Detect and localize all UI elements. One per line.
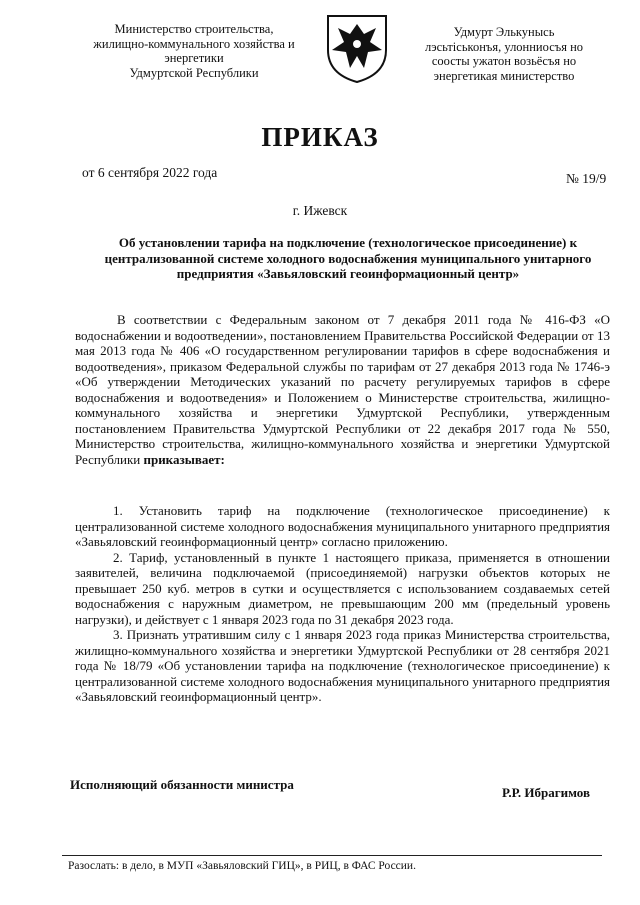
order-items: [75, 503, 610, 705]
document-city: г. Ижевск: [292, 203, 348, 218]
document-title: ПРИКАЗ: [261, 122, 379, 152]
preamble-text: В соответствии с Федеральным законом от 7 декабря 2011 года № 416-ФЗ «О водоснабжении и водоотведении», постановлением Правительства Российской Федерации от 13 мая 2013 года № 406 «О государственном регулировании тарифов в сфере водоснабжения и водоотведения», приказом Федеральной службы по тарифам от 27 декабря 2013 года № 1746-э «Об утверждении Методических указаний по расчету регулируемых тарифов в сфере водоснабжения и водоотведения» и Положением о Министерстве строительства, жилищно-коммунального хозяйства и энергетики Удмуртской Республики, утвержденным постановлением Правительства Удмуртской Республики от 22 декабря 2017 года № 550, Министерство строительства, жилищно-коммунального хозяйства и энергетики Удмуртской Республики: [75, 312, 610, 467]
header-right-line: энергетикая министерство: [433, 68, 575, 83]
signer-title: Исполняющий обязанности министра: [70, 777, 294, 792]
distribution-list: Разослать: в дело, в МУП «Завьяловский ГИЦ», в РИЦ, в ФАС России.: [68, 860, 416, 872]
header-right-line: Удмурт Элькунысь: [453, 25, 555, 39]
coat-of-arms-emblem-icon: [320, 10, 394, 86]
ministry-name-udmurt: [388, 25, 620, 83]
ministry-name-russian: [60, 22, 328, 80]
header-left-line: энергетики: [164, 51, 224, 65]
footer-divider: [62, 855, 602, 856]
signer-name: Р.Р. Ибрагимов: [502, 785, 590, 800]
document-number: № 19/9: [566, 171, 607, 186]
order-item: 3. Признать утратившим силу с 1 января 2023 года приказ Министерства строительства, жилищно-коммунального хозяйства и энергетики Удмуртской Республики от 28 сентября 2021 года № 18/79 «Об установлении тарифа на подключение (технологическое присоединение) к централизованной системе холодного водоснабжения муниципального унитарного предприятия «Завьяловский геоинформационный центр».: [75, 627, 610, 704]
preamble-order-word: приказывает:: [143, 451, 225, 467]
document-subject: Об установлении тарифа на подключение (технологическое присоединение) к централизованной системе холодного водоснабжения муниципального унитарного предприятия «Завьяловский геоинформационный центр»: [104, 235, 592, 281]
header-left-line: Министерство строительства,: [114, 22, 274, 36]
preamble: [75, 312, 610, 467]
header-right-line: соосты ужатон возьёсъя но: [431, 54, 577, 68]
order-item: 2. Тариф, установленный в пункте 1 настоящего приказа, применяется в отношении заявителей, величина подключаемой (присоединяемой) нагрузки объектов которых не превышает 250 куб. метров в сутки и осуществляется с использованием создаваемых сетей водоснабжения с наружным диаметром, не превышающим 200 мм (предельный уровень нагрузки), и действует с 1 января 2023 года по 31 декабря 2023 года.: [75, 549, 610, 627]
header-left-line: Удмуртской Республики: [129, 65, 259, 80]
document-date: от 6 сентября 2022 года: [82, 165, 218, 180]
header-right-line: лэсьтiськонъя, улонниосъя но: [424, 39, 584, 54]
order-item: 1. Установить тариф на подключение (технологическое присоединение) к централизованной системе холодного водоснабжения муниципального унитарного предприятия «Завьяловский геоинформационный центр» согласно приложению.: [75, 503, 610, 549]
header-left-line: жилищно-коммунального хозяйства и: [93, 36, 295, 51]
preamble-paragraph: [75, 312, 610, 467]
